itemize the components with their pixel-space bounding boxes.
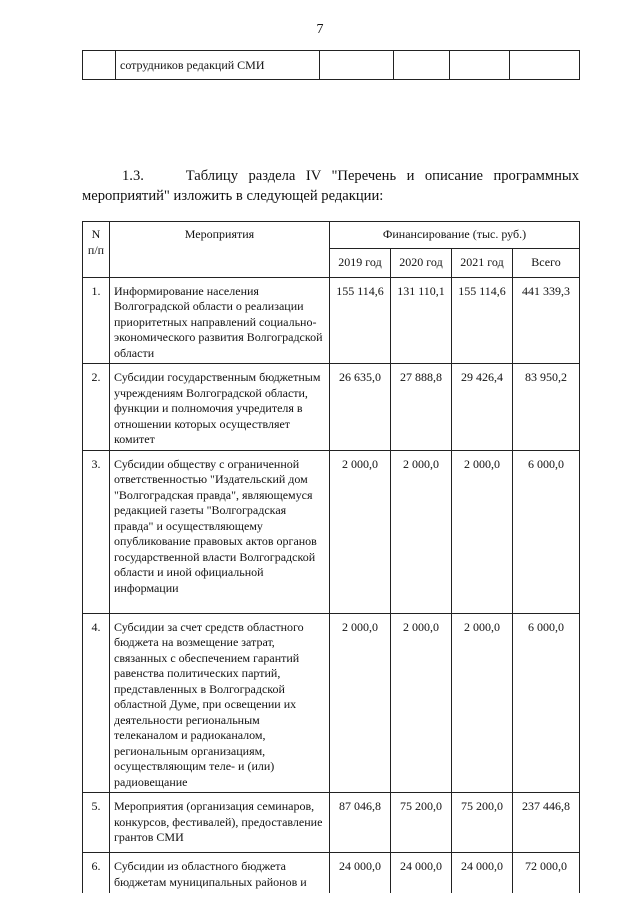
row-value: 2 000,0 xyxy=(391,613,452,793)
paragraph-number: 1.3. xyxy=(122,168,144,184)
row-value: 2 000,0 xyxy=(452,450,513,613)
row-measure: Субсидии обществу с ограниченной ответственностью "Издательский дом "Волгоградская правда", являющемуся редакцией газеты "Волгоградская правда" и осуществляющему опубликование правовых актов органов государственной власти Волгоградской области и иной официальной информации xyxy=(110,450,330,613)
table-cell xyxy=(83,51,116,80)
row-value: 131 110,1 xyxy=(391,277,452,364)
row-number: 3. xyxy=(83,450,110,613)
row-value: 2 000,0 xyxy=(330,613,391,793)
row-value: 83 950,2 xyxy=(513,364,580,451)
row-value: 87 046,8 xyxy=(330,793,391,853)
row-value: 6 000,0 xyxy=(513,450,580,613)
row-measure: Мероприятия (организация семинаров, конкурсов, фестивалей), предоставление грантов СМИ xyxy=(110,793,330,853)
row-measure: Субсидии из областного бюджета бюджетам муниципальных районов и xyxy=(110,853,330,893)
header-year: 2021 год xyxy=(452,248,513,277)
row-number: 2. xyxy=(83,364,110,451)
previous-table-fragment xyxy=(82,50,580,80)
paragraph-text: Таблицу раздела IV "Перечень и описание программных мероприятий" изложить в следующей редакции: xyxy=(82,168,579,204)
row-value: 2 000,0 xyxy=(330,450,391,613)
row-measure: Субсидии за счет средств областного бюджета на возмещение затрат, связанных с обеспечением гарантий равенства политических партий, представленных в Волгоградской областной Думе, при освещении их деятельности региональным телеканалом и радиоканалом, региональным организациям, осуществляющим теле- и (или) радиовещание xyxy=(110,613,330,793)
row-value: 24 000,0 xyxy=(391,853,452,893)
row-value: 155 114,6 xyxy=(452,277,513,364)
row-value: 26 635,0 xyxy=(330,364,391,451)
row-value: 27 888,8 xyxy=(391,364,452,451)
table-row xyxy=(83,853,580,893)
row-value: 237 446,8 xyxy=(513,793,580,853)
row-measure: Информирование населения Волгоградской области о реализации приоритетных направлений социально-экономического развития Волгоградской области xyxy=(110,277,330,364)
header-measure: Мероприятия xyxy=(110,222,330,278)
table-row xyxy=(83,51,580,80)
amendment-paragraph xyxy=(82,166,579,206)
table-row xyxy=(83,450,580,613)
table-cell xyxy=(510,51,580,80)
header-year: 2019 год xyxy=(330,248,391,277)
header-year: 2020 год xyxy=(391,248,452,277)
table-cell xyxy=(450,51,510,80)
row-value: 24 000,0 xyxy=(330,853,391,893)
row-value: 2 000,0 xyxy=(391,450,452,613)
row-value: 29 426,4 xyxy=(452,364,513,451)
row-number: 1. xyxy=(83,277,110,364)
table-row xyxy=(83,613,580,793)
table-cell: сотрудников редакций СМИ xyxy=(116,51,320,80)
row-number: 4. xyxy=(83,613,110,793)
row-number: 5. xyxy=(83,793,110,853)
table-cell xyxy=(394,51,450,80)
table-row xyxy=(83,793,580,853)
row-value: 72 000,0 xyxy=(513,853,580,893)
row-value: 75 200,0 xyxy=(391,793,452,853)
row-number: 6. xyxy=(83,853,110,893)
header-total: Всего xyxy=(513,248,580,277)
row-value: 6 000,0 xyxy=(513,613,580,793)
row-value: 155 114,6 xyxy=(330,277,391,364)
measures-table xyxy=(82,221,580,893)
row-value: 24 000,0 xyxy=(452,853,513,893)
table-cell xyxy=(320,51,394,80)
table-row xyxy=(83,364,580,451)
header-financing: Финансирование (тыс. руб.) xyxy=(330,222,580,249)
table-row xyxy=(83,277,580,364)
row-value: 441 339,3 xyxy=(513,277,580,364)
header-number: N п/п xyxy=(83,222,110,278)
row-measure: Субсидии государственным бюджетным учреждениям Волгоградской области, функции и полномочия учредителя в отношении которых осуществляет комитет xyxy=(110,364,330,451)
row-value: 2 000,0 xyxy=(452,613,513,793)
row-value: 75 200,0 xyxy=(452,793,513,853)
page-number: 7 xyxy=(316,22,324,37)
table-header-row xyxy=(83,222,580,249)
